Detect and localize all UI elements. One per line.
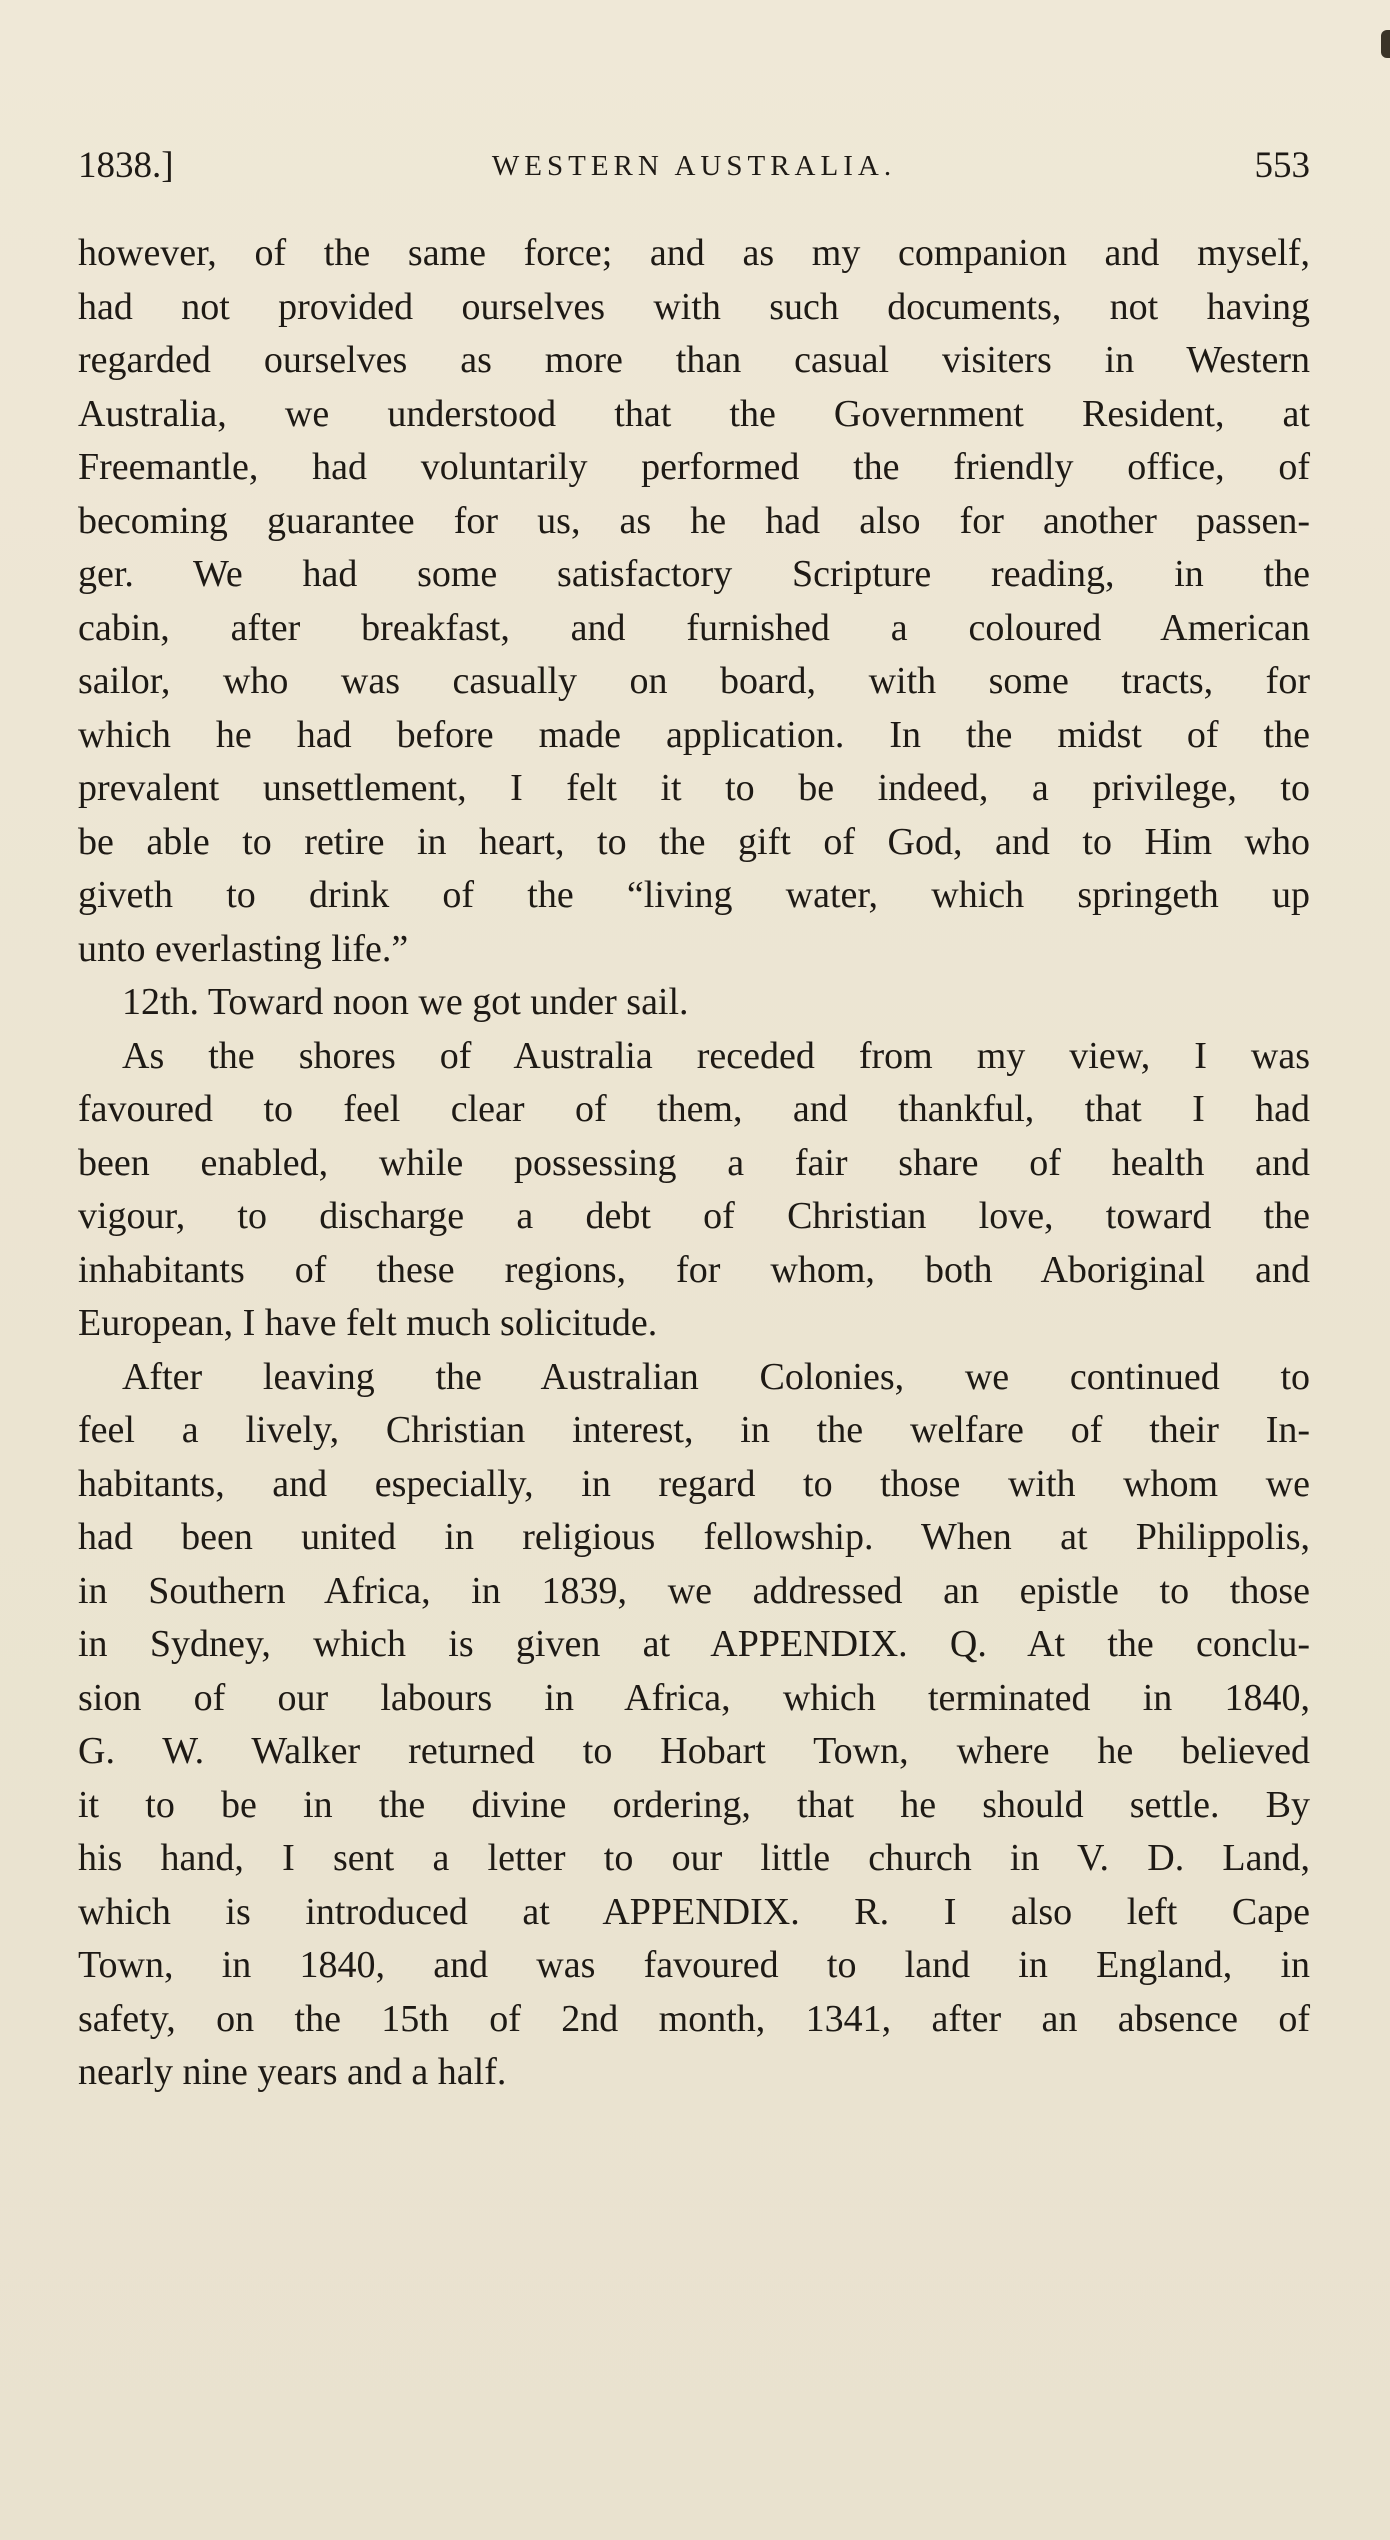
text-line: Town, in 1840, and was favoured to land in England, in (78, 1944, 1310, 1986)
text-line: vigour, to discharge a debt of Christian love, toward the (78, 1195, 1310, 1237)
text-line: in Sydney, which is given at APPENDIX. Q. At the conclu- (78, 1623, 1310, 1665)
running-head-title: WESTERN AUSTRALIA. (491, 150, 897, 182)
text-line: unto everlasting life.” (78, 927, 409, 970)
text-line: G. W. Walker returned to Hobart Town, where he believed (78, 1730, 1310, 1772)
text-line: sion of our labours in Africa, which terminated in 1840, (78, 1676, 1310, 1719)
text-line: Australia, we understood that the Government Resident, at (78, 392, 1310, 435)
body-text (78, 227, 1310, 2100)
text-line: feel a lively, Christian interest, in the welfare of their In- (78, 1409, 1310, 1451)
text-line: inhabitants of these regions, for whom, both Aboriginal and (78, 1248, 1310, 1291)
text-line: his hand, I sent a letter to our little church in V. D. Land, (78, 1837, 1310, 1879)
page-edge-mark (1381, 30, 1390, 58)
text-line: becoming guarantee for us, as he had also for another passen- (78, 499, 1310, 542)
text-line: which he had before made application. In the midst of the (78, 713, 1310, 756)
text-line: nearly nine years and a half. (78, 2051, 507, 2093)
text-line: which is introduced at APPENDIX. R. I also left Cape (78, 1890, 1310, 1933)
page-number: 553 (1254, 145, 1310, 186)
text-line: in Southern Africa, in 1839, we addressed an epistle to those (78, 1569, 1310, 1612)
text-line: habitants, and especially, in regard to those with whom we (78, 1462, 1310, 1505)
running-head-year: 1838.] (78, 145, 174, 186)
text-line: it to be in the divine ordering, that he should settle. By (78, 1783, 1310, 1826)
text-line: 12th. Toward noon we got under sail. (122, 981, 689, 1023)
text-line: had not provided ourselves with such documents, not having (78, 285, 1310, 328)
text-line: As the shores of Australia receded from my view, I was (122, 1034, 1310, 1077)
text-line: regarded ourselves as more than casual visiters in Western (78, 339, 1310, 381)
text-line: sailor, who was casually on board, with some tracts, for (78, 660, 1310, 702)
text-line: safety, on the 15th of 2nd month, 1341, after an absence of (78, 1997, 1310, 2040)
text-line: ger. We had some satisfactory Scripture reading, in the (78, 553, 1310, 595)
text-line: prevalent unsettlement, I felt it to be indeed, a privilege, to (78, 767, 1310, 809)
text-line: however, of the same force; and as my companion and myself, (78, 232, 1310, 274)
text-line: had been united in religious fellowship. When at Philippolis, (78, 1516, 1310, 1558)
text-line: European, I have felt much solicitude. (78, 1302, 658, 1344)
text-line: been enabled, while possessing a fair share of health and (78, 1141, 1310, 1184)
text-line: giveth to drink of the “living water, which springeth up (78, 874, 1310, 916)
running-head (78, 138, 1310, 194)
text-line: be able to retire in heart, to the gift of God, and to Him who (78, 820, 1310, 863)
text-line: After leaving the Australian Colonies, we continued to (122, 1355, 1310, 1398)
text-line: cabin, after breakfast, and furnished a coloured American (78, 606, 1310, 649)
text-line: favoured to feel clear of them, and thankful, that I had (78, 1088, 1310, 1130)
text-line: Freemantle, had voluntarily performed the friendly office, of (78, 446, 1310, 488)
